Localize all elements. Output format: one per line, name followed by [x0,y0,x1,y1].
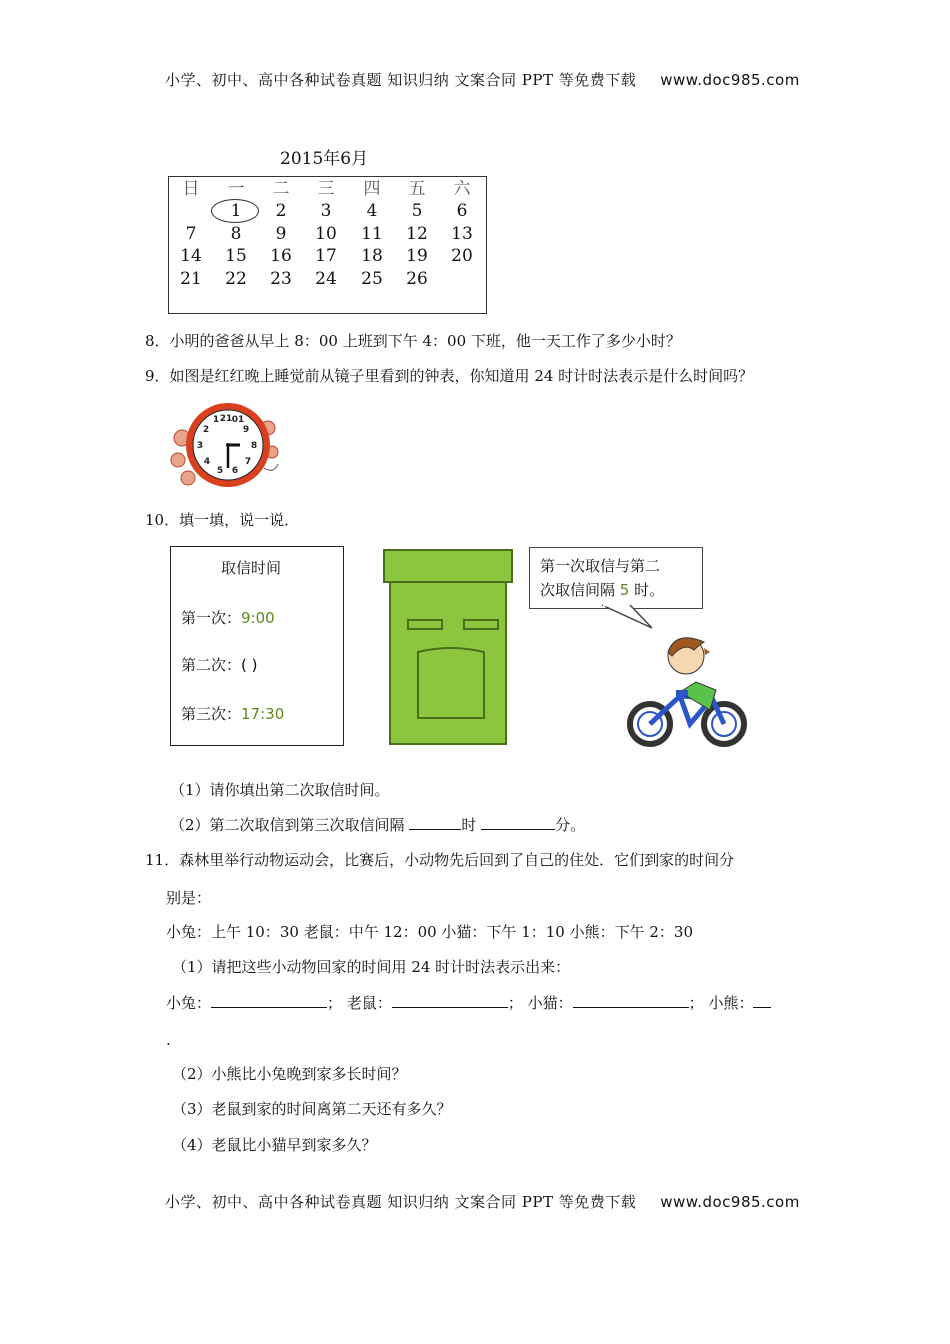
calendar-day: 21 [180,269,202,289]
calendar-day: 10 [315,224,337,244]
first-pickup: 第一次：9:00 [181,609,275,627]
clock-numeral: 9 [242,425,250,435]
calendar-day: 6 [456,201,468,221]
calendar-day: 25 [361,269,383,289]
boy-on-bike-image [624,626,750,750]
third-pickup: 第三次：17:30 [181,705,285,723]
calendar-day-circle [211,199,259,223]
calendar-weekday: 四 [363,179,381,199]
calendar-weekday: 日 [182,179,200,199]
calendar-day: 19 [406,246,428,266]
page-header [165,69,800,90]
interval-hours-blank[interactable] [409,815,461,830]
calendar-day: 26 [406,269,428,289]
clock-numeral: 8 [250,441,258,451]
clock-numeral: 4 [203,457,211,467]
calendar-day: 12 [406,224,428,244]
clock-numeral: 5 [216,466,224,476]
rabbit-time-blank[interactable] [211,993,327,1008]
second-pickup: 第二次：( ) [181,656,258,674]
header-text: 小学、初中、高中各种试卷真题 知识归纳 文案合同 PPT 等免费下载 [165,71,637,89]
clock-numeral: 01 [231,415,245,425]
calendar-day: 24 [315,269,337,289]
calendar-weekday: 五 [408,179,426,199]
calendar-day: 13 [451,224,473,244]
calendar-day: 23 [270,269,292,289]
calendar-day: 4 [366,201,378,221]
question-11-line1: 11．森林里举行动物运动会，比赛后，小动物先后回到了自己的住处．它们到家的时间分 [145,851,735,869]
clock-numeral: 1 [212,415,220,425]
third-pickup-time: 17:30 [241,705,285,723]
question-11-times: 小兔：上午 10：30 老鼠：中午 12：00 小猫：下午 1：10 小熊：下午 2：30 [166,923,693,941]
calendar-day: 16 [270,246,292,266]
calendar-weekday: 三 [317,179,335,199]
question-11-4: （4）老鼠比小猫早到家多久？ [172,1136,377,1154]
question-9: 9．如图是红红晚上睡觉前从镜子里看到的钟表，你知道用 24 时计时法表示是什么时间吗？ [145,367,754,385]
clock-numeral: 21 [219,414,233,424]
speech-bubble [529,547,703,609]
question-11-2: （2）小熊比小兔晚到家多长时间？ [172,1065,407,1083]
pickup-time-panel [170,546,344,746]
mouse-time-blank[interactable] [392,993,508,1008]
clock-numeral: 2 [202,425,210,435]
calendar-day: 9 [275,224,287,244]
calendar-day: 22 [225,269,247,289]
calendar-weekday: 二 [272,179,290,199]
question-11-1: （1）请把这些小动物回家的时间用 24 时计时法表示出来： [172,958,571,976]
calendar-day: 11 [361,224,383,244]
calendar-day: 8 [230,224,242,244]
calendar-day: 5 [411,201,423,221]
calendar-weekday: 一 [227,179,245,199]
calendar-day: 2 [275,201,287,221]
question-10-2: （2）第二次取信到第三次取信间隔 时 分。 [170,816,586,834]
bear-time-blank[interactable] [753,993,771,1008]
mailbox-image [380,548,516,748]
question-10-1: （1）请你填出第二次取信时间。 [170,781,390,799]
question-10-title: 10．填一填，说一说． [145,511,300,529]
calendar-day: 17 [315,246,337,266]
clock-numeral: 6 [231,466,239,476]
interval-minutes-blank[interactable] [481,815,555,830]
calendar-day: 3 [320,201,332,221]
first-pickup-time: 9:00 [241,609,275,627]
question-11-period: . [166,1031,171,1049]
question-11-3: （3）老鼠到家的时间离第二天还有多久？ [172,1100,452,1118]
calendar-day: 14 [180,246,202,266]
footer-text: 小学、初中、高中各种试卷真题 知识归纳 文案合同 PPT 等免费下载 [165,1193,637,1211]
calendar-day: 18 [361,246,383,266]
panel-title: 取信时间 [221,559,282,577]
clock-numeral: 7 [244,457,252,467]
header-site[interactable]: www.doc985.com [660,71,800,89]
page-footer [165,1191,800,1212]
calendar-day: 20 [451,246,473,266]
question-11-line2: 别是： [166,889,212,907]
question-8: 8．小明的爸爸从早上 8：00 上班到下午 4：00 下班，他一天工作了多少小时？ [145,332,681,350]
calendar-title: 2015年6月 [280,149,369,169]
cat-time-blank[interactable] [573,993,689,1008]
calendar-day: 15 [225,246,247,266]
mirror-clock-image [168,398,284,492]
clock-numeral: 3 [196,441,204,451]
footer-site[interactable]: www.doc985.com [660,1193,800,1211]
calendar-day: 1 [230,201,242,221]
calendar [168,176,487,314]
calendar-weekday: 六 [453,179,471,199]
calendar-day: 7 [185,224,197,244]
question-11-1-answers: 小兔： ； 老鼠： ； 小猫： ； 小熊： [166,993,771,1013]
bubble-text: 第一次取信与第二 次取信间隔 5 时。 [540,557,665,599]
